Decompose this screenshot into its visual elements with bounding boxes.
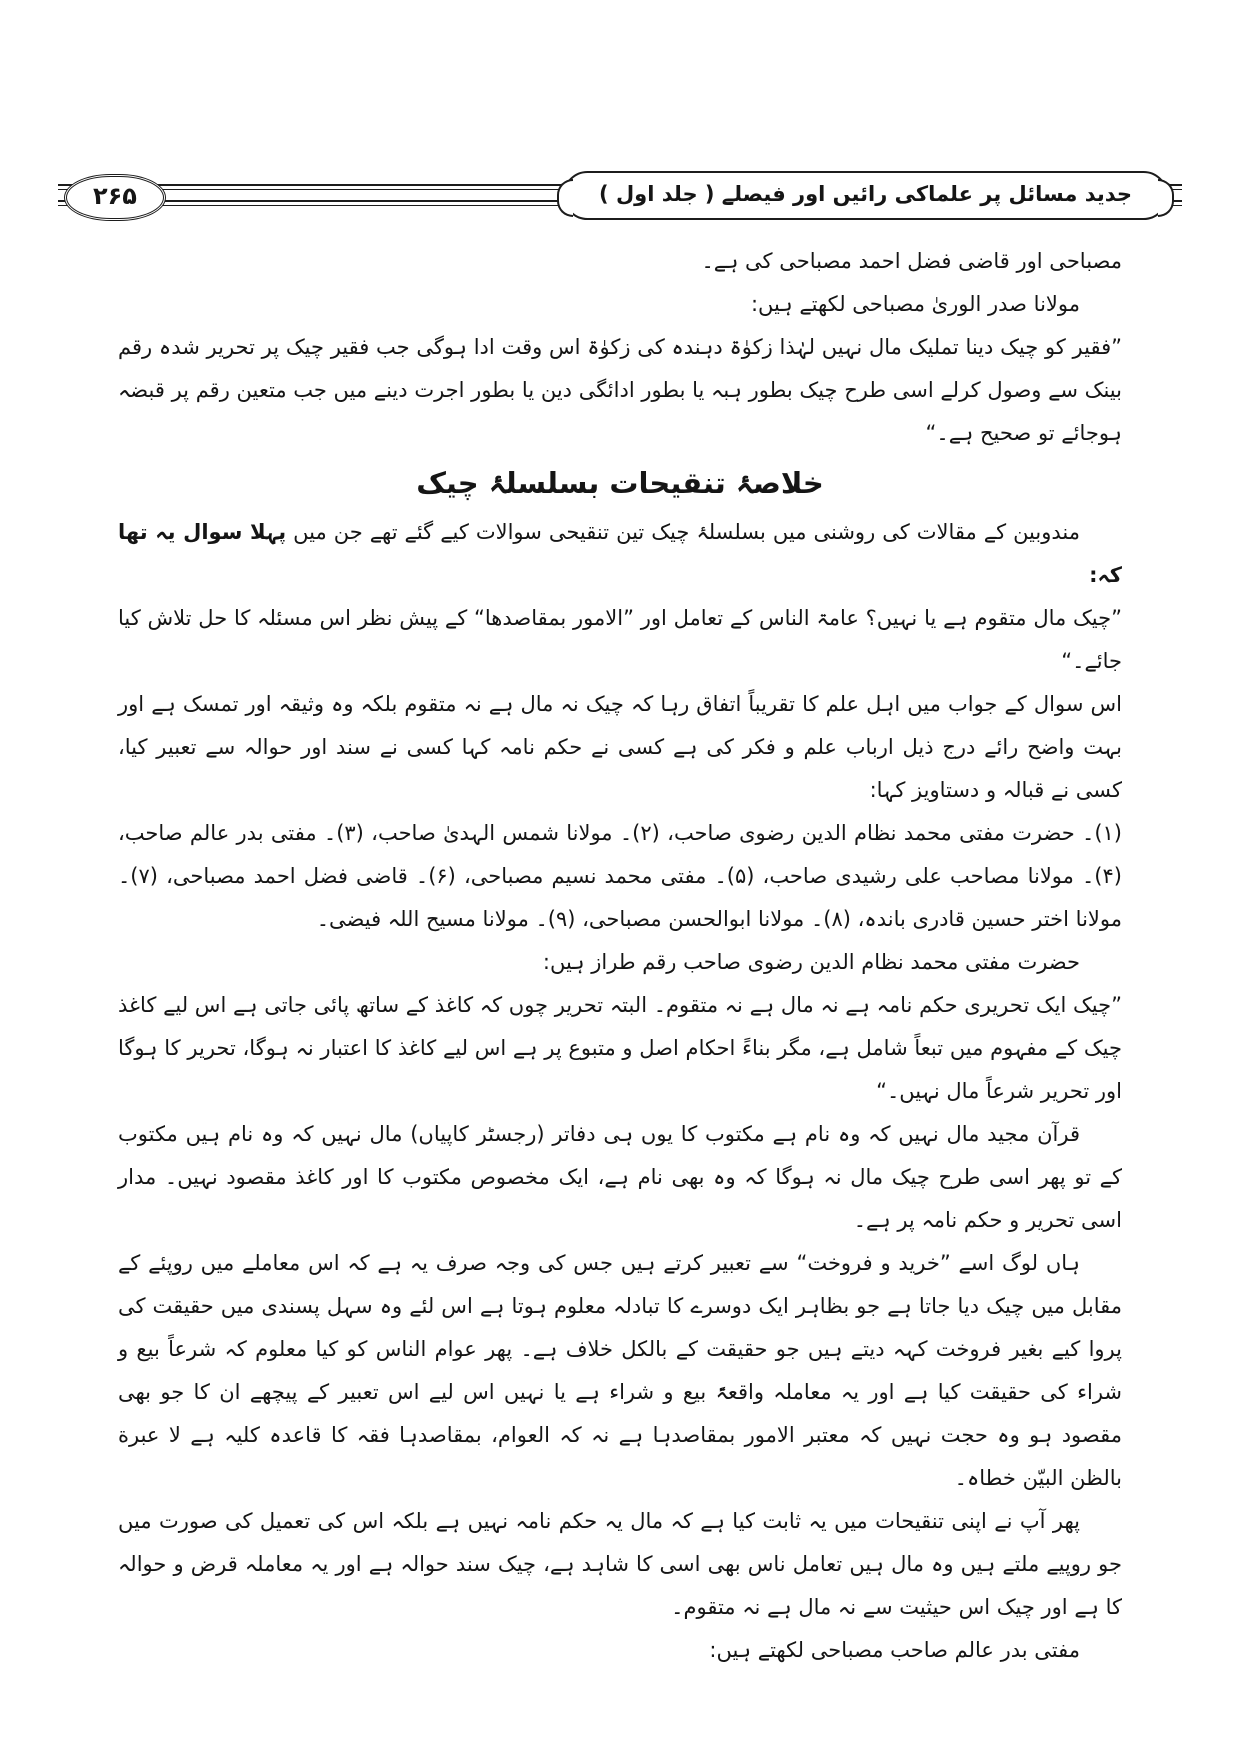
questions-intro-bold: پہلا سوال یہ تھا کہ:	[118, 520, 1122, 587]
questions-intro-text: مندوبین کے مقالات کی روشنی میں بسلسلۂ چیک تین تنقیحی سوالات کیے گئے تھے جن میں	[286, 520, 1080, 544]
paragraph-question-quote: ”چیک مال متقوم ہے یا نہیں؟ عامۃ الناس کے تعامل اور ”الامور بمقاصدھا“ کے پیش نظر اس مسئلہ کا حل تلاش کیا جائے۔“	[118, 606, 1122, 673]
paragraph-questions-intro	[118, 511, 1122, 597]
paragraph-author-3: مفتی بدر عالم صاحب مصباحی لکھتے ہیں:	[709, 1638, 1080, 1662]
paragraph-answer: اس سوال کے جواب میں اہل علم کا تقریباً اتفاق رہا کہ چیک نہ مال ہے نہ متقوم بلکہ وہ وثیقہ اور تمسک ہے اور بہت واضح رائے درج ذیل ارباب علم و فکر کی ہے کسی نے حکم نامہ کہا کسی نے سند اور حوالہ سے تعبیر کیا، کسی نے قبالہ و دستاویز کہا:	[118, 692, 1122, 802]
paragraph-quran: قرآن مجید مال نہیں کہ وہ نام ہے مکتوب کا یوں ہی دفاتر (رجسٹر کاپیاں) مال نہیں کہ وہ نام ہیں مکتوب کے تو پھر اسی طرح چیک مال نہ ہوگا کہ وہ بھی نام ہے، ایک مخصوص مکتوب کا اور کاغذ مقصود نہیں۔ مدار اسی تحریر و حکم نامہ پر ہے۔	[118, 1122, 1122, 1232]
paragraph-quote-2: ”چیک ایک تحریری حکم نامہ ہے نہ مال ہے نہ متقوم۔ البتہ تحریر چوں کہ کاغذ کے ساتھ پائی جاتی ہے اس لیے کاغذ چیک کے مفہوم میں تبعاً شامل ہے، مگر بناءً احکام اصل و متبوع پر ہے اس لیے کاغذ کا اعتبار نہ ہوگا، تحریر کا ہوگا اور تحریر شرعاً مال نہیں۔“	[118, 993, 1122, 1103]
paragraph-author-1: مولانا صدر الوریٰ مصباحی لکھتے ہیں:	[750, 292, 1080, 316]
book-title: جدید مسائل پر علماکی رائیں اور فیصلے ( جلد اول )	[563, 171, 1168, 220]
page-content	[118, 240, 1122, 1672]
paragraph-intro-line: مصباحی اور قاضی فضل احمد مصباحی کی ہے۔	[701, 249, 1122, 273]
page-number: ۲۶۵	[64, 174, 166, 221]
paragraph-author-2: حضرت مفتی محمد نظام الدین رضوی صاحب رقم طراز ہیں:	[542, 950, 1080, 974]
paragraph-khareed-farokht: ہاں لوگ اسے ”خرید و فروخت“ سے تعبیر کرتے ہیں جس کی وجہ صرف یہ ہے کہ اس معاملے میں روپئے کے مقابل میں چیک دیا جاتا ہے جو بظاہر ایک دوسرے کا تبادلہ معلوم ہوتا ہے اس لئے وہ سہل پسندی میں حقیقت کی پروا کیے بغیر فروخت کہہ دیتے ہیں جو حقیقت کے بالکل خلاف ہے۔ پھر عوام الناس کو کیا معلوم کہ شرعاً بیع و شراء کی حقیقت کیا ہے اور یہ معاملہ واقعۃً بیع و شراء ہے یا نہیں اس لیے اس تعبیر کے پیچھے ان کا جو بھی مقصود ہو وہ حجت نہیں کہ معتبر الامور بمقاصدہا ہے نہ کہ العوام، بمقاصدہا فقہ کا قاعدہ کلیہ ہے لا عبرة بالظن البیّن خطاہ۔	[118, 1251, 1122, 1490]
paragraph-names-list: (۱)۔ حضرت مفتی محمد نظام الدین رضوی صاحب، (۲)۔ مولانا شمس الہدیٰ صاحب، (۳)۔ مفتی بدر عالم صاحب، (۴)۔ مولانا مصاحب علی رشیدی صاحب، (۵)۔ مفتی محمد نسیم مصباحی، (۶)۔ قاضی فضل احمد مصباحی، (۷)۔ مولانا اختر حسین قادری باندہ، (۸)۔ مولانا ابوالحسن مصباحی، (۹)۔ مولانا مسیح اللہ فیضی۔	[118, 821, 1122, 931]
paragraph-phir-aap: پھر آپ نے اپنی تنقیحات میں یہ ثابت کیا ہے کہ مال یہ حکم نامہ نہیں ہے بلکہ اس کی تعمیل کی صورت میں جو روپیے ملتے ہیں وہ مال ہیں تعامل ناس بھی اسی کا شاہد ہے، چیک سند حوالہ ہے اور یہ معاملہ قرض و حوالہ کا ہے اور چیک اس حیثیت سے نہ مال ہے نہ متقوم۔	[118, 1509, 1122, 1619]
page-header	[58, 168, 1182, 220]
section-heading: خلاصۂ تنقیحات بسلسلۂ چیک	[416, 466, 824, 500]
paragraph-quote-1: ”فقیر کو چیک دینا تملیک مال نہیں لہٰذا زکوٰۃ دہندہ کی زکوٰۃ اس وقت ادا ہوگی جب فقیر چیک پر تحریر شدہ رقم بینک سے وصول کرلے اسی طرح چیک بطور ہبہ یا بطور ادائگی دین یا بطور اجرت دینے میں جب متعین رقم پر قبضہ ہوجائے تو صحیح ہے۔“	[118, 335, 1122, 445]
